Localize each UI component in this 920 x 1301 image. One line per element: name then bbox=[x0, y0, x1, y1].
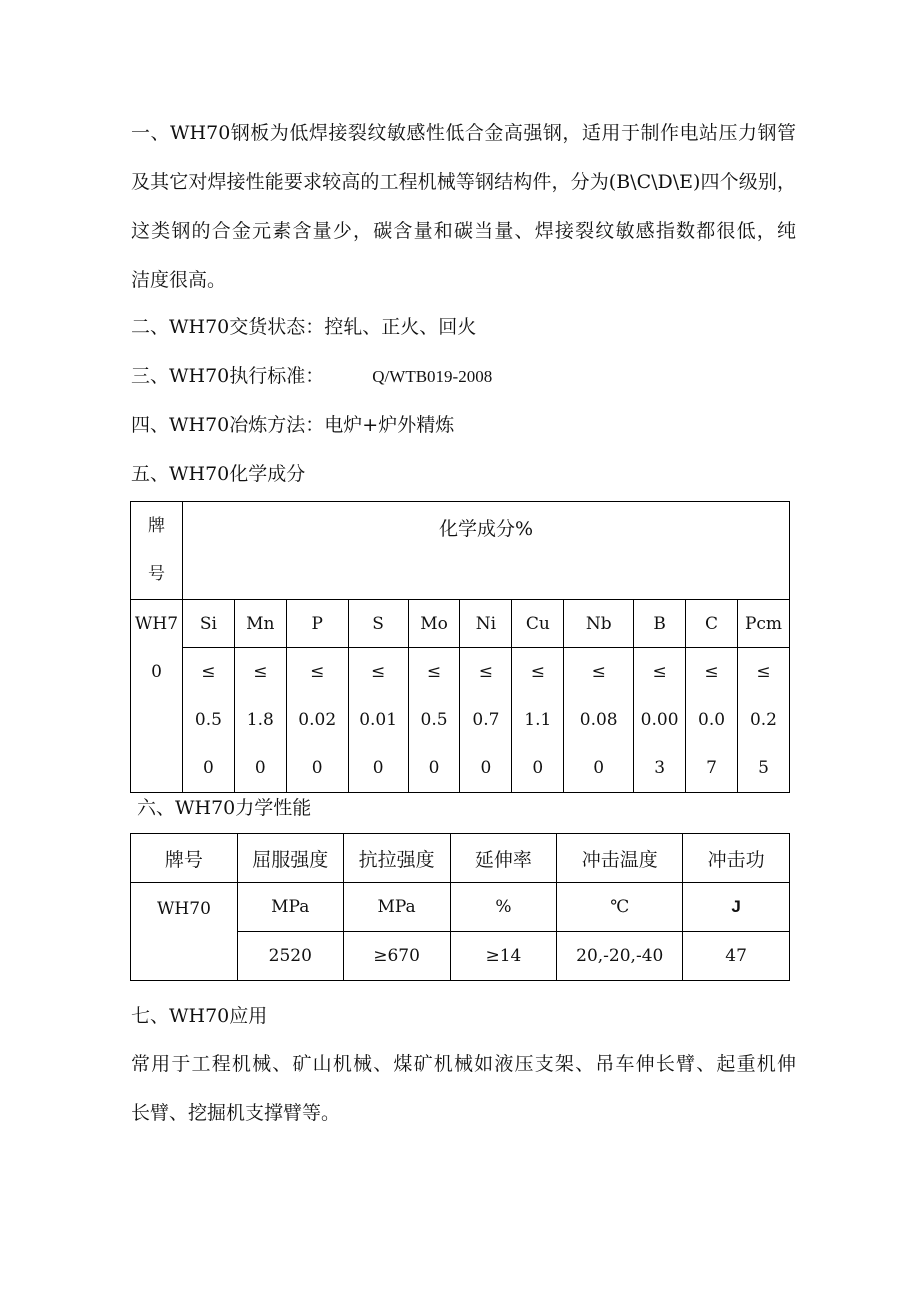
mech-value: ≥14 bbox=[450, 932, 557, 981]
mech-unit: ℃ bbox=[557, 883, 683, 932]
section-7-line: 常用于工程机械、矿山机械、煤矿机械如液压支架、吊车伸长臂、起重机伸 bbox=[131, 1053, 796, 1075]
mechanical-properties-table bbox=[130, 833, 790, 981]
mech-unit: % bbox=[450, 883, 557, 932]
mech-unit: J bbox=[683, 883, 790, 932]
section-5-chemical-heading: 五、WH70化学成分 bbox=[131, 463, 306, 485]
mech-value: 20,-20,-40 bbox=[557, 932, 683, 981]
mech-header: 冲击温度 bbox=[557, 834, 683, 883]
element-header: C bbox=[686, 600, 738, 648]
element-header: Ni bbox=[460, 600, 512, 648]
mech-header: 抗拉强度 bbox=[343, 834, 450, 883]
element-limit-cell: ≤ 1.1 0 bbox=[512, 648, 564, 793]
composition-header-cell: 化学成分% bbox=[182, 502, 789, 600]
section-4-smelting-method: 四、WH70冶炼方法：电炉+炉外精炼 bbox=[131, 414, 455, 436]
grade-header-cell bbox=[131, 502, 183, 600]
section-7-title: 七、WH70应用 bbox=[131, 1005, 268, 1027]
section-7-line: 长臂、挖掘机支撑臂等。 bbox=[131, 1102, 341, 1124]
mech-header: 延伸率 bbox=[450, 834, 557, 883]
mech-value: ≥670 bbox=[343, 932, 450, 981]
mech-unit: MPa bbox=[237, 883, 343, 932]
element-limit-cell: ≤ 0.5 0 bbox=[182, 648, 234, 793]
element-header: Nb bbox=[564, 600, 634, 648]
section-3-label: 三、WH70执行标准： bbox=[131, 365, 325, 387]
mech-unit: MPa bbox=[343, 883, 450, 932]
mech-value: 2520 bbox=[237, 932, 343, 981]
element-limit-cell: ≤ 0.02 0 bbox=[286, 648, 348, 793]
element-header: B bbox=[634, 600, 686, 648]
element-limit-cell: ≤ 0.01 0 bbox=[348, 648, 408, 793]
mech-value: 47 bbox=[683, 932, 790, 981]
grade-value-cell bbox=[131, 600, 183, 793]
element-limit-cell: ≤ 0.7 0 bbox=[460, 648, 512, 793]
element-limit-cell: ≤ 0.08 0 bbox=[564, 648, 634, 793]
element-header: Pcm bbox=[737, 600, 789, 648]
grade-header-char: 号 bbox=[147, 564, 165, 584]
section-1-line: 这类钢的合金元素含量少，碳含量和碳当量、焊接裂纹敏感指数都很低，纯 bbox=[131, 220, 796, 242]
section-3-value: Q/WTB019-2008 bbox=[372, 367, 493, 386]
element-header: Si bbox=[182, 600, 234, 648]
section-3-standard bbox=[131, 364, 492, 389]
element-header: P bbox=[286, 600, 348, 648]
element-header: Mn bbox=[234, 600, 286, 648]
grade-value-part: 0 bbox=[151, 662, 162, 682]
element-limit-cell: ≤ 1.8 0 bbox=[234, 648, 286, 793]
section-1-line: 洁度很高。 bbox=[131, 269, 227, 291]
element-limit-cell: ≤ 0.2 5 bbox=[737, 648, 789, 793]
section-7-paragraph bbox=[131, 1040, 796, 1138]
mech-header: 牌号 bbox=[131, 834, 238, 883]
chemical-composition-table bbox=[130, 501, 790, 793]
section-6-mechanical-heading: 六、WH70力学性能 bbox=[137, 797, 312, 819]
section-1-paragraph bbox=[131, 109, 796, 305]
mech-header: 屈服强度 bbox=[237, 834, 343, 883]
mech-header: 冲击功 bbox=[683, 834, 790, 883]
grade-value-part: WH7 bbox=[134, 614, 179, 634]
element-header: S bbox=[348, 600, 408, 648]
section-1-line: 一、WH70钢板为低焊接裂纹敏感性低合金高强钢，适用于制作电站压力钢管 bbox=[131, 122, 796, 144]
mech-grade-cell: WH70 bbox=[131, 883, 238, 981]
element-limit-cell: ≤ 0.0 7 bbox=[686, 648, 738, 793]
element-header: Cu bbox=[512, 600, 564, 648]
section-2-delivery-state: 二、WH70交货状态：控轧、正火、回火 bbox=[131, 316, 477, 338]
element-limit-cell: ≤ 0.00 3 bbox=[634, 648, 686, 793]
element-limit-cell: ≤ 0.5 0 bbox=[408, 648, 460, 793]
grade-header-char: 牌 bbox=[147, 516, 165, 536]
element-header: Mo bbox=[408, 600, 460, 648]
section-1-line: 及其它对焊接性能要求较高的工程机械等钢结构件，分为(B\C\D\E)四个级别， bbox=[131, 171, 796, 193]
